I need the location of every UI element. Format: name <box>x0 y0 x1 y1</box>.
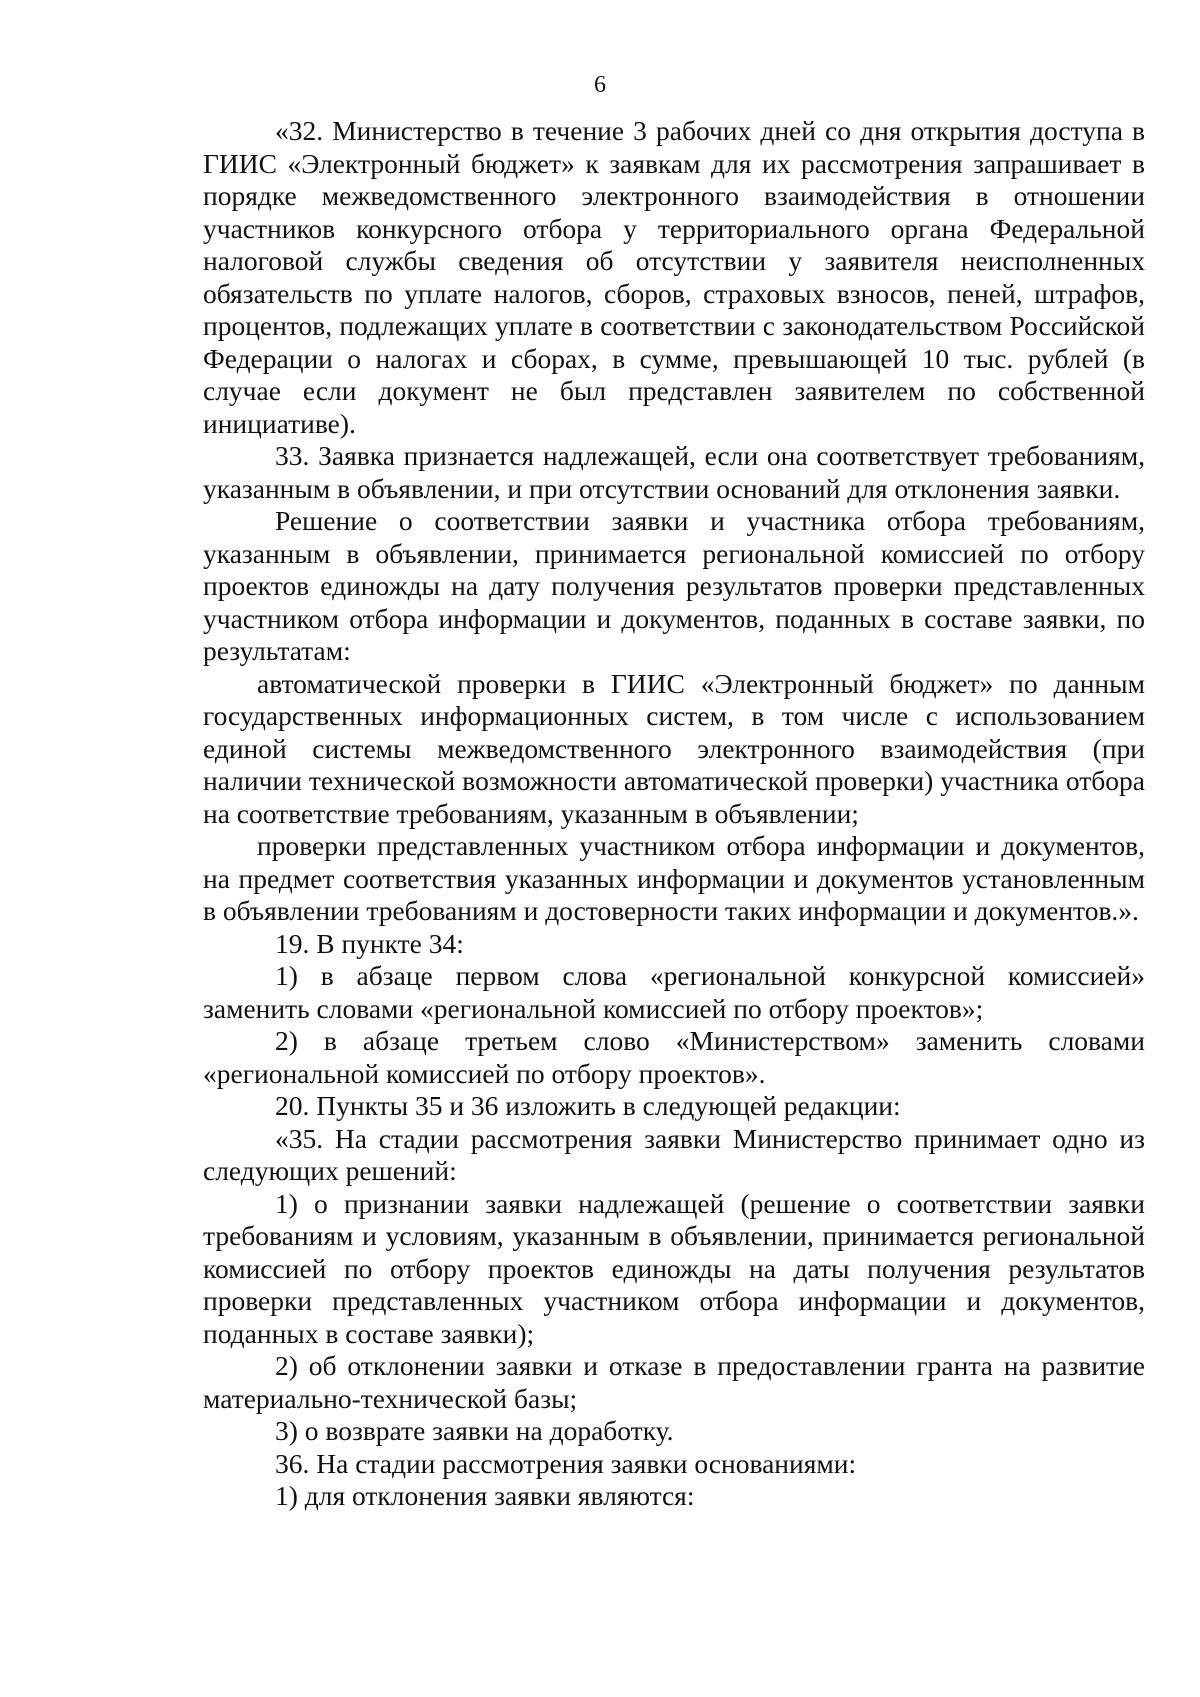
paragraph-35: «35. На стадии рассмотрения заявки Министерство принимает одно из следующих решений: <box>203 1122 1145 1186</box>
paragraph-19-item-1: 1) в абзаце первом слова «региональной конкурсной комиссией» заменить словами «региональной комиссией по отбору проектов»; <box>203 960 1145 1024</box>
paragraph-33-decision: Решение о соответствии заявки и участника отбора требованиям, указанным в объявлении, принимается региональной комиссией по отбору проектов единожды на дату получения результатов проверки представленных участником отбора информации и документов, поданных в составе заявки, по результатам: <box>203 505 1145 666</box>
document-body <box>203 115 1145 1513</box>
paragraph-19: 19. В пункте 34: <box>275 927 464 959</box>
paragraph-35-item-3: 3) о возврате заявки на доработку. <box>275 1415 674 1446</box>
paragraph-35-item-2: 2) об отклонении заявки и отказе в предоставлении гранта на развитие материально-технической базы; <box>203 1350 1145 1414</box>
paragraph-33-document-check: проверки представленных участником отбора информации и документов, на предмет соответствия указанных информации и документов установленным в объявлении требованиям и достоверности таких информации и документов.». <box>203 830 1145 926</box>
paragraph-19-item-2: 2) в абзаце третьем слово «Министерством» заменить словами «региональной комиссией по отбору проектов». <box>203 1025 1145 1089</box>
paragraph-20: 20. Пункты 35 и 36 изложить в следующей редакции: <box>275 1090 901 1121</box>
page-number: 6 <box>594 72 606 98</box>
paragraph-36: 36. На стадии рассмотрения заявки основаниями: <box>275 1447 857 1479</box>
paragraph-32: «32. Министерство в течение 3 рабочих дней со дня открытия доступа в ГИИС «Электронный бюджет» к заявкам для их рассмотрения запрашивает в порядке межведомственного электронного взаимодействия в отношении участников конкурсного отбора у территориального органа Федеральной налоговой службы сведения об отсутствии у заявителя неисполненных обязательств по уплате налогов, сборов, страховых взносов, пеней, штрафов, процентов, подлежащих уплате в соответствии с законодательством Российской Федерации о налогах и сборах, в сумме, превышающей 10 тыс. рублей (в случае если документ не был представлен заявителем по собственной инициативе). <box>203 115 1145 439</box>
paragraph-33-automatic-check: автоматической проверки в ГИИС «Электронный бюджет» по данным государственных информационных систем, в том числе с использованием единой системы межведомственного электронного взаимодействия (при наличии технической возможности автоматической проверки) участника отбора на соответствие требованиям, указанным в объявлении; <box>203 667 1145 829</box>
paragraph-33: 33. Заявка признается надлежащей, если она соответствует требованиям, указанным в объявлении, и при отсутствии оснований для отклонения заявки. <box>203 440 1145 504</box>
paragraph-35-item-1: 1) о признании заявки надлежащей (решение о соответствии заявки требованиям и условиям, указанным в объявлении, принимается региональной комиссией по отбору проектов единожды на даты получения результатов проверки представленных участником отбора информации и документов, поданных в составе заявки); <box>203 1187 1145 1349</box>
paragraph-36-item-1: 1) для отклонения заявки являются: <box>275 1480 695 1511</box>
